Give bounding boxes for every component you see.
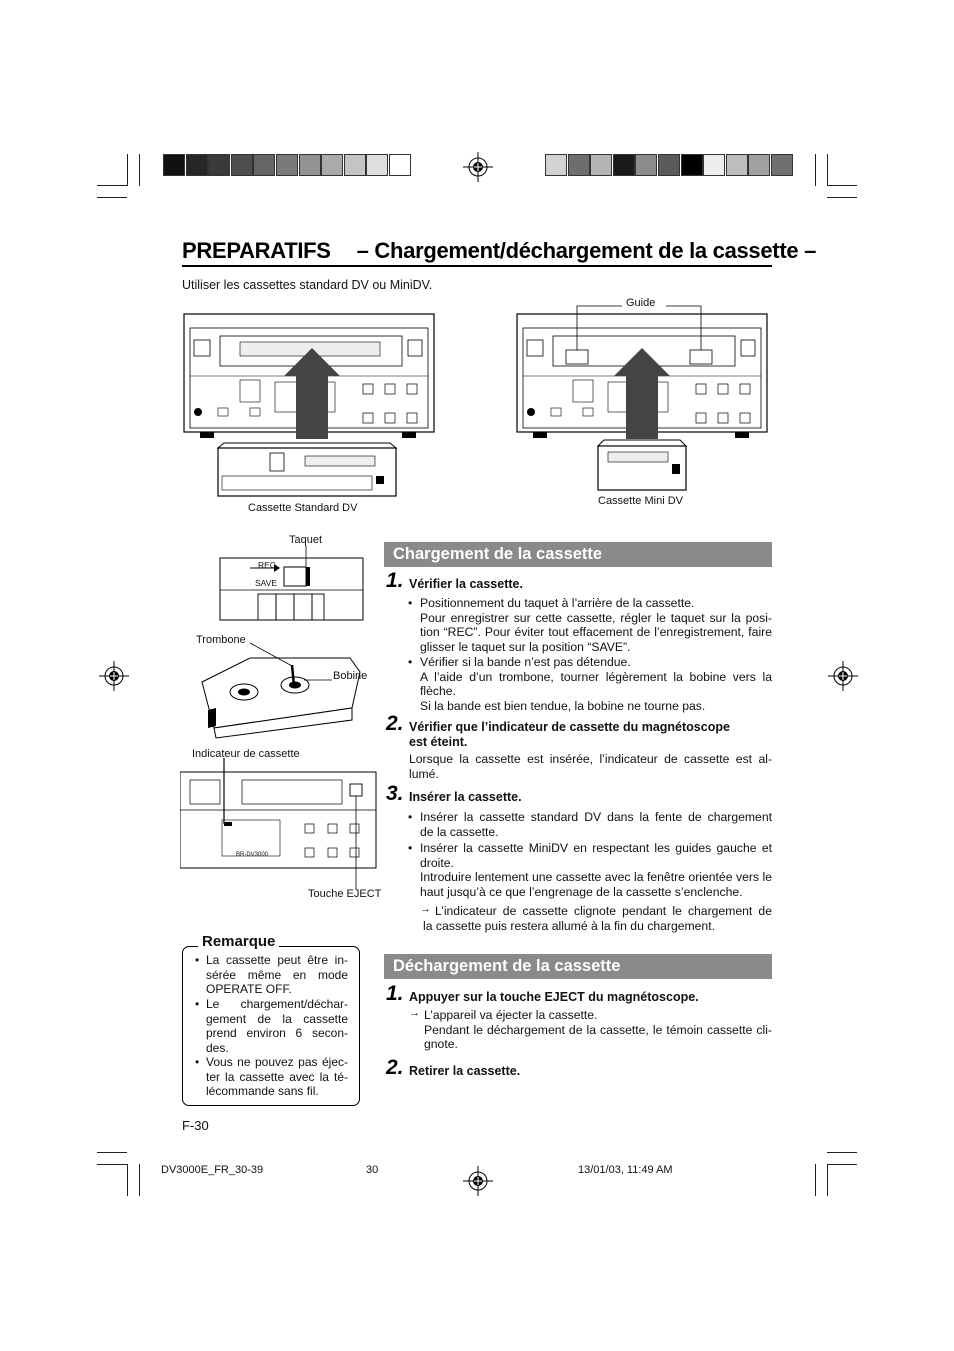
bullet: •: [195, 997, 200, 1011]
calibration-swatch: [726, 154, 748, 176]
deck-figures: [180, 296, 780, 521]
trombone-detail: [202, 643, 360, 738]
title-subtitle: – Chargement/déchargement de la cassette –: [356, 238, 817, 263]
calibration-swatch: [681, 154, 703, 176]
cassette-mini-illustration: [598, 440, 686, 490]
deck-model-label: BR-DV3000: [236, 852, 269, 858]
deck-standard-illustration: [184, 314, 434, 439]
taquet-detail: [220, 545, 363, 620]
bullet: •: [408, 810, 413, 824]
calibration-swatch: [658, 154, 680, 176]
mini-cassette-caption: Cassette Mini DV: [598, 495, 683, 507]
step-title: Retirer la cassette.: [409, 1064, 521, 1078]
taquet-label: Taquet: [289, 534, 323, 546]
page-number: F-30: [182, 1118, 209, 1133]
bullet: •: [195, 953, 200, 967]
registration-target-left: [99, 661, 129, 691]
calibration-swatch: [299, 154, 321, 176]
calibration-swatch: [613, 154, 635, 176]
calibration-swatch: [635, 154, 657, 176]
bobine-label: Bobine: [333, 670, 368, 682]
step-title: Vérifier que l’indicateur de cassette du magnétoscope est éteint.: [409, 720, 730, 749]
guide-label: Guide: [626, 297, 656, 309]
registration-target-bottom: [463, 1166, 493, 1196]
bullet: •: [195, 1055, 200, 1069]
standard-cassette-caption: Cassette Standard DV: [248, 502, 358, 514]
cassette-standard-illustration: [218, 443, 396, 496]
deck-mini-illustration: [517, 306, 767, 439]
step2-text: Lorsque la cassette est insérée, l’indicateur de cassette est al- lumé.: [409, 752, 772, 781]
arrow-icon: →: [409, 1007, 420, 1019]
bullet: •: [408, 841, 413, 855]
title-rule: [182, 265, 772, 267]
section-heading-unloading: Déchargement de la cassette: [384, 954, 772, 979]
remark-item: Le chargement/déchar- gement de la cassette prend environ 6 secon- des.: [206, 997, 348, 1055]
page-title: [182, 238, 816, 264]
indicator-label: Indicateur de cassette: [192, 748, 300, 760]
calibration-swatch: [771, 154, 793, 176]
calibration-swatch: [703, 154, 725, 176]
calibration-swatch: [590, 154, 612, 176]
calibration-swatch: [545, 154, 567, 176]
step3-bullet1: Insérer la cassette standard DV dans la fente de chargement de la cassette.: [420, 810, 772, 839]
step1-bullet2: Vérifier si la bande n’est pas détendue. A l’aide d’un trombone, tourner légèrement la bobine vers la flèche. Si la bande est bien tendue, la bobine ne tourne pas.: [420, 655, 772, 713]
footer-sheet: 30: [366, 1164, 379, 1176]
step-title: Vérifier la cassette.: [409, 577, 523, 591]
indicator-detail: [180, 758, 376, 890]
step-title: Insérer la cassette.: [409, 790, 522, 804]
step-number: 1.: [386, 569, 404, 592]
calibration-swatch: [186, 154, 208, 176]
arrow-icon: →: [420, 903, 431, 915]
step1-bullet1: Positionnement du taquet à l’arrière de la cassette. Pour enregistrer sur cette cassette, régler le taquet sur la posi- tion “REC”. Pour éviter tout effacement de l’enregistrement, faire glisser le taquet sur la position “SAVE”.: [420, 596, 772, 654]
unload-step1-note: L’appareil va éjecter la cassette. Pendant le déchargement de la cassette, le témoin cassette cli- gnote.: [424, 1008, 772, 1052]
step-number: 2.: [386, 712, 404, 735]
calibration-swatch: [163, 154, 185, 176]
intro-text: Utiliser les cassettes standard DV ou MiniDV.: [182, 278, 433, 292]
calibration-swatch: [568, 154, 590, 176]
step-number: 3.: [386, 782, 404, 805]
eject-label: Touche EJECT: [308, 888, 382, 900]
calibration-swatch: [748, 154, 770, 176]
footer-date: 13/01/03, 11:49 AM: [578, 1164, 673, 1176]
step3-bullet2: Insérer la cassette MiniDV en respectant les guides gauche et droite. Introduire lentement une cassette avec la fenêtre orientée vers le haut jusqu’à ce que l’engrenage de la cassette s’enclenche.: [420, 841, 772, 899]
trombone-label: Trombone: [196, 634, 246, 646]
step-title: Appuyer sur la touche EJECT du magnétoscope.: [409, 990, 699, 1004]
remark-item: Vous ne pouvez pas éjec- ter la cassette avec la té- lécommande sans fil.: [206, 1055, 348, 1099]
calibration-swatch: [208, 154, 230, 176]
calibration-swatch: [231, 154, 253, 176]
registration-target-top: [463, 152, 493, 182]
step3-note: L’indicateur de cassette clignote pendant le chargement de la cassette puis restera allumé à la fin du chargement.: [423, 904, 772, 933]
calibration-swatch: [366, 154, 388, 176]
left-figures: [180, 540, 380, 900]
calibration-swatch: [276, 154, 298, 176]
rec-label: REC: [258, 560, 276, 570]
calibration-swatch: [253, 154, 275, 176]
title-main: PREPARATIFS: [182, 238, 331, 263]
bullet: •: [408, 655, 413, 669]
footer-file: DV3000E_FR_30-39: [161, 1164, 264, 1176]
step-number: 2.: [386, 1056, 404, 1079]
registration-target-right: [828, 661, 858, 691]
calibration-swatch: [321, 154, 343, 176]
remark-title: Remarque: [198, 933, 279, 950]
calibration-swatch: [389, 154, 411, 176]
step-number: 1.: [386, 982, 404, 1005]
remark-item: La cassette peut être in- sérée même en mode OPERATE OFF.: [206, 953, 348, 997]
section-heading-loading: Chargement de la cassette: [384, 542, 772, 567]
bullet: •: [408, 596, 413, 610]
calibration-swatch: [344, 154, 366, 176]
save-label: SAVE: [255, 578, 278, 588]
